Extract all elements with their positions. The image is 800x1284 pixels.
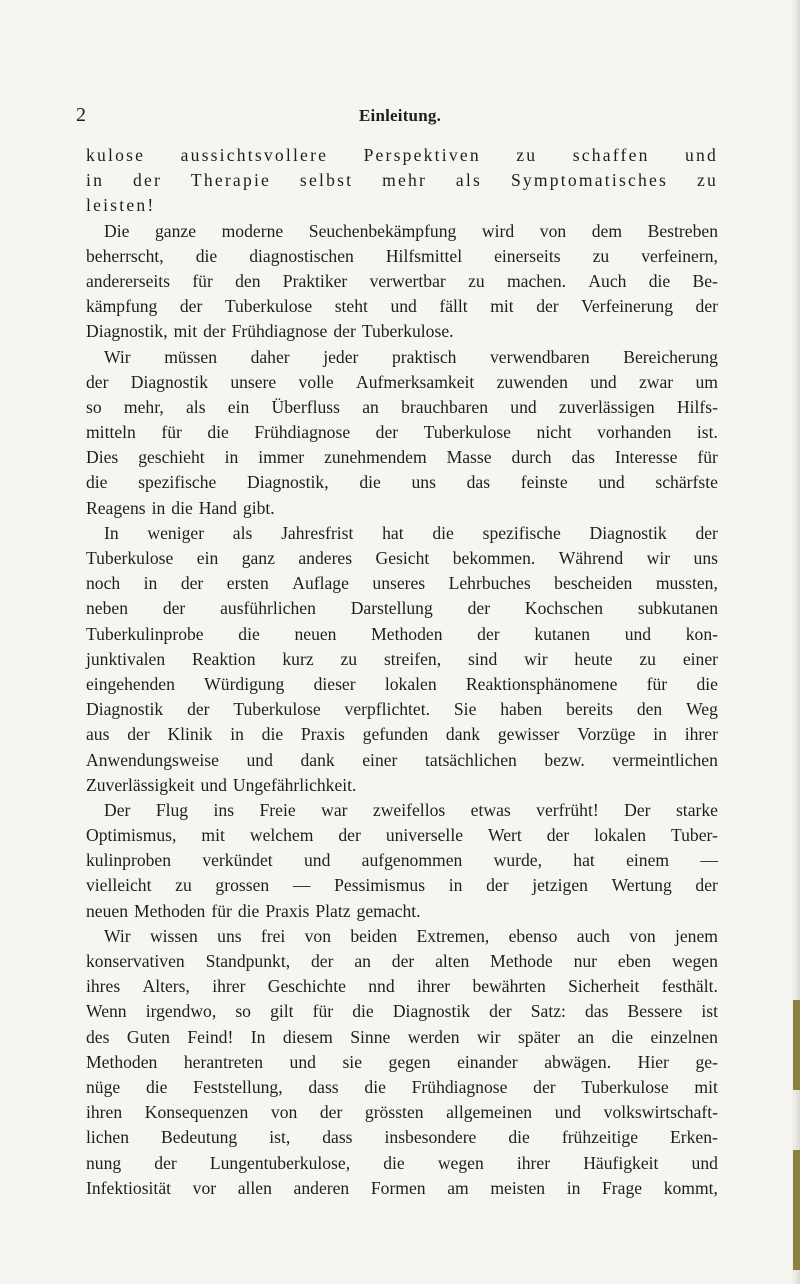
text-line: Tuberkulose ein ganz anderes Gesicht bekommen. Während wir uns — [86, 548, 718, 568]
text-line: noch in der ersten Auflage unseres Lehrbuches bescheiden mussten, — [86, 573, 718, 594]
text-line: Reagens in die Hand gibt. — [86, 497, 275, 518]
page-header — [0, 104, 800, 134]
text-line: des Guten Feind! In diesem Sinne werden wir später an die einzelnen — [86, 1026, 718, 1047]
text-line: lichen Bedeutung ist, dass insbesondere die frühzeitige Erken- — [86, 1127, 718, 1148]
text-line: Dies geschieht in immer zunehmendem Masse durch das Interesse für — [86, 447, 718, 468]
text-line: leisten! — [86, 195, 156, 216]
text-line: konservativen Standpunkt, der an der alten Methode nur eben wegen — [86, 951, 718, 971]
text-line: Diagnostik, mit der Frühdiagnose der Tuberkulose. — [86, 321, 454, 342]
text-line: der Diagnostik unsere volle Aufmerksamkeit zuwenden und zwar um — [86, 371, 718, 392]
text-line: so mehr, als ein Überfluss an brauchbaren und zuverlässigen Hilfs- — [86, 396, 718, 417]
text-line: beherrscht, die diagnostischen Hilfsmittel einerseits zu verfeinern, — [86, 245, 718, 266]
text-line: Diagnostik der Tuberkulose verpflichtet. Sie haben bereits den Weg — [86, 699, 718, 720]
text-line: kulinproben verkündet und aufgenommen wurde, hat einem — — [86, 850, 718, 871]
text-line: mitteln für die Frühdiagnose der Tuberkulose nicht vorhanden ist. — [86, 422, 718, 443]
text-line: Der Flug ins Freie war zweifellos etwas verfrüht! Der starke — [104, 799, 718, 820]
running-head: Einleitung. — [358, 106, 442, 125]
text-line: kulose aussichtsvollere Perspektiven zu schaffen und — [86, 145, 718, 165]
body-text — [86, 143, 718, 1201]
text-line: Optimismus, mit welchem der universelle Wert der lokalen Tuber- — [86, 825, 718, 846]
text-line: Wir müssen daher jeder praktisch verwendbaren Bereicherung — [104, 346, 718, 367]
text-line: Tuberkulinprobe die neuen Methoden der kutanen und kon- — [86, 623, 718, 644]
text-line: die spezifische Diagnostik, die uns das feinste und schärfste — [86, 472, 718, 493]
text-line: Methoden herantreten und sie gegen einander abwägen. Hier ge- — [86, 1051, 718, 1072]
text-line: eingehenden Würdigung dieser lokalen Reaktionsphänomene für die — [86, 673, 718, 694]
text-line: neben der ausführlichen Darstellung der Kochschen subkutanen — [86, 598, 718, 619]
text-line: andererseits für den Praktiker verwertbar zu machen. Auch die Be- — [86, 270, 718, 291]
text-line: Anwendungsweise und dank einer tatsächlichen bezw. vermeintlichen — [86, 749, 718, 770]
text-line: In weniger als Jahresfrist hat die spezifische Diagnostik der — [104, 522, 718, 543]
page-number: 2 — [76, 104, 86, 126]
text-line: ihres Alters, ihrer Geschichte nnd ihrer bewährten Sicherheit festhält. — [86, 976, 718, 997]
text-line: aus der Klinik in die Praxis gefunden dank gewisser Vorzüge in ihrer — [86, 724, 718, 745]
text-line: vielleicht zu grossen — Pessimismus in der jetzigen Wertung der — [86, 875, 718, 896]
text-line: nüge die Feststellung, dass die Frühdiagnose der Tuberkulose mit — [86, 1076, 718, 1097]
text-line: ihren Konsequenzen von der grössten allgemeinen und volkswirtschaft- — [86, 1102, 718, 1123]
page-edge-stain — [793, 1150, 800, 1270]
text-line: Zuverlässigkeit und Ungefährlichkeit. — [86, 774, 357, 795]
text-line: junktivalen Reaktion kurz zu streifen, sind wir heute zu einer — [86, 648, 718, 669]
page-edge-shadow — [790, 0, 800, 1284]
text-line: nung der Lungentuberkulose, die wegen ihrer Häufigkeit und — [86, 1152, 718, 1173]
text-line: Wenn irgendwo, so gilt für die Diagnostik der Satz: das Bessere ist — [86, 1001, 718, 1022]
text-line: kämpfung der Tuberkulose steht und fällt mit der Verfeinerung der — [86, 296, 718, 317]
text-line: Wir wissen uns frei von beiden Extremen, ebenso auch von jenem — [104, 925, 718, 946]
text-line: in der Therapie selbst mehr als Symptomatisches zu — [86, 170, 718, 191]
text-line: neuen Methoden für die Praxis Platz gemacht. — [86, 900, 421, 921]
page-edge-stain — [793, 1000, 800, 1090]
text-line: Die ganze moderne Seuchenbekämpfung wird von dem Bestreben — [104, 220, 718, 241]
text-line: Infektiosität vor allen anderen Formen am meisten in Frage kommt, — [86, 1177, 718, 1198]
